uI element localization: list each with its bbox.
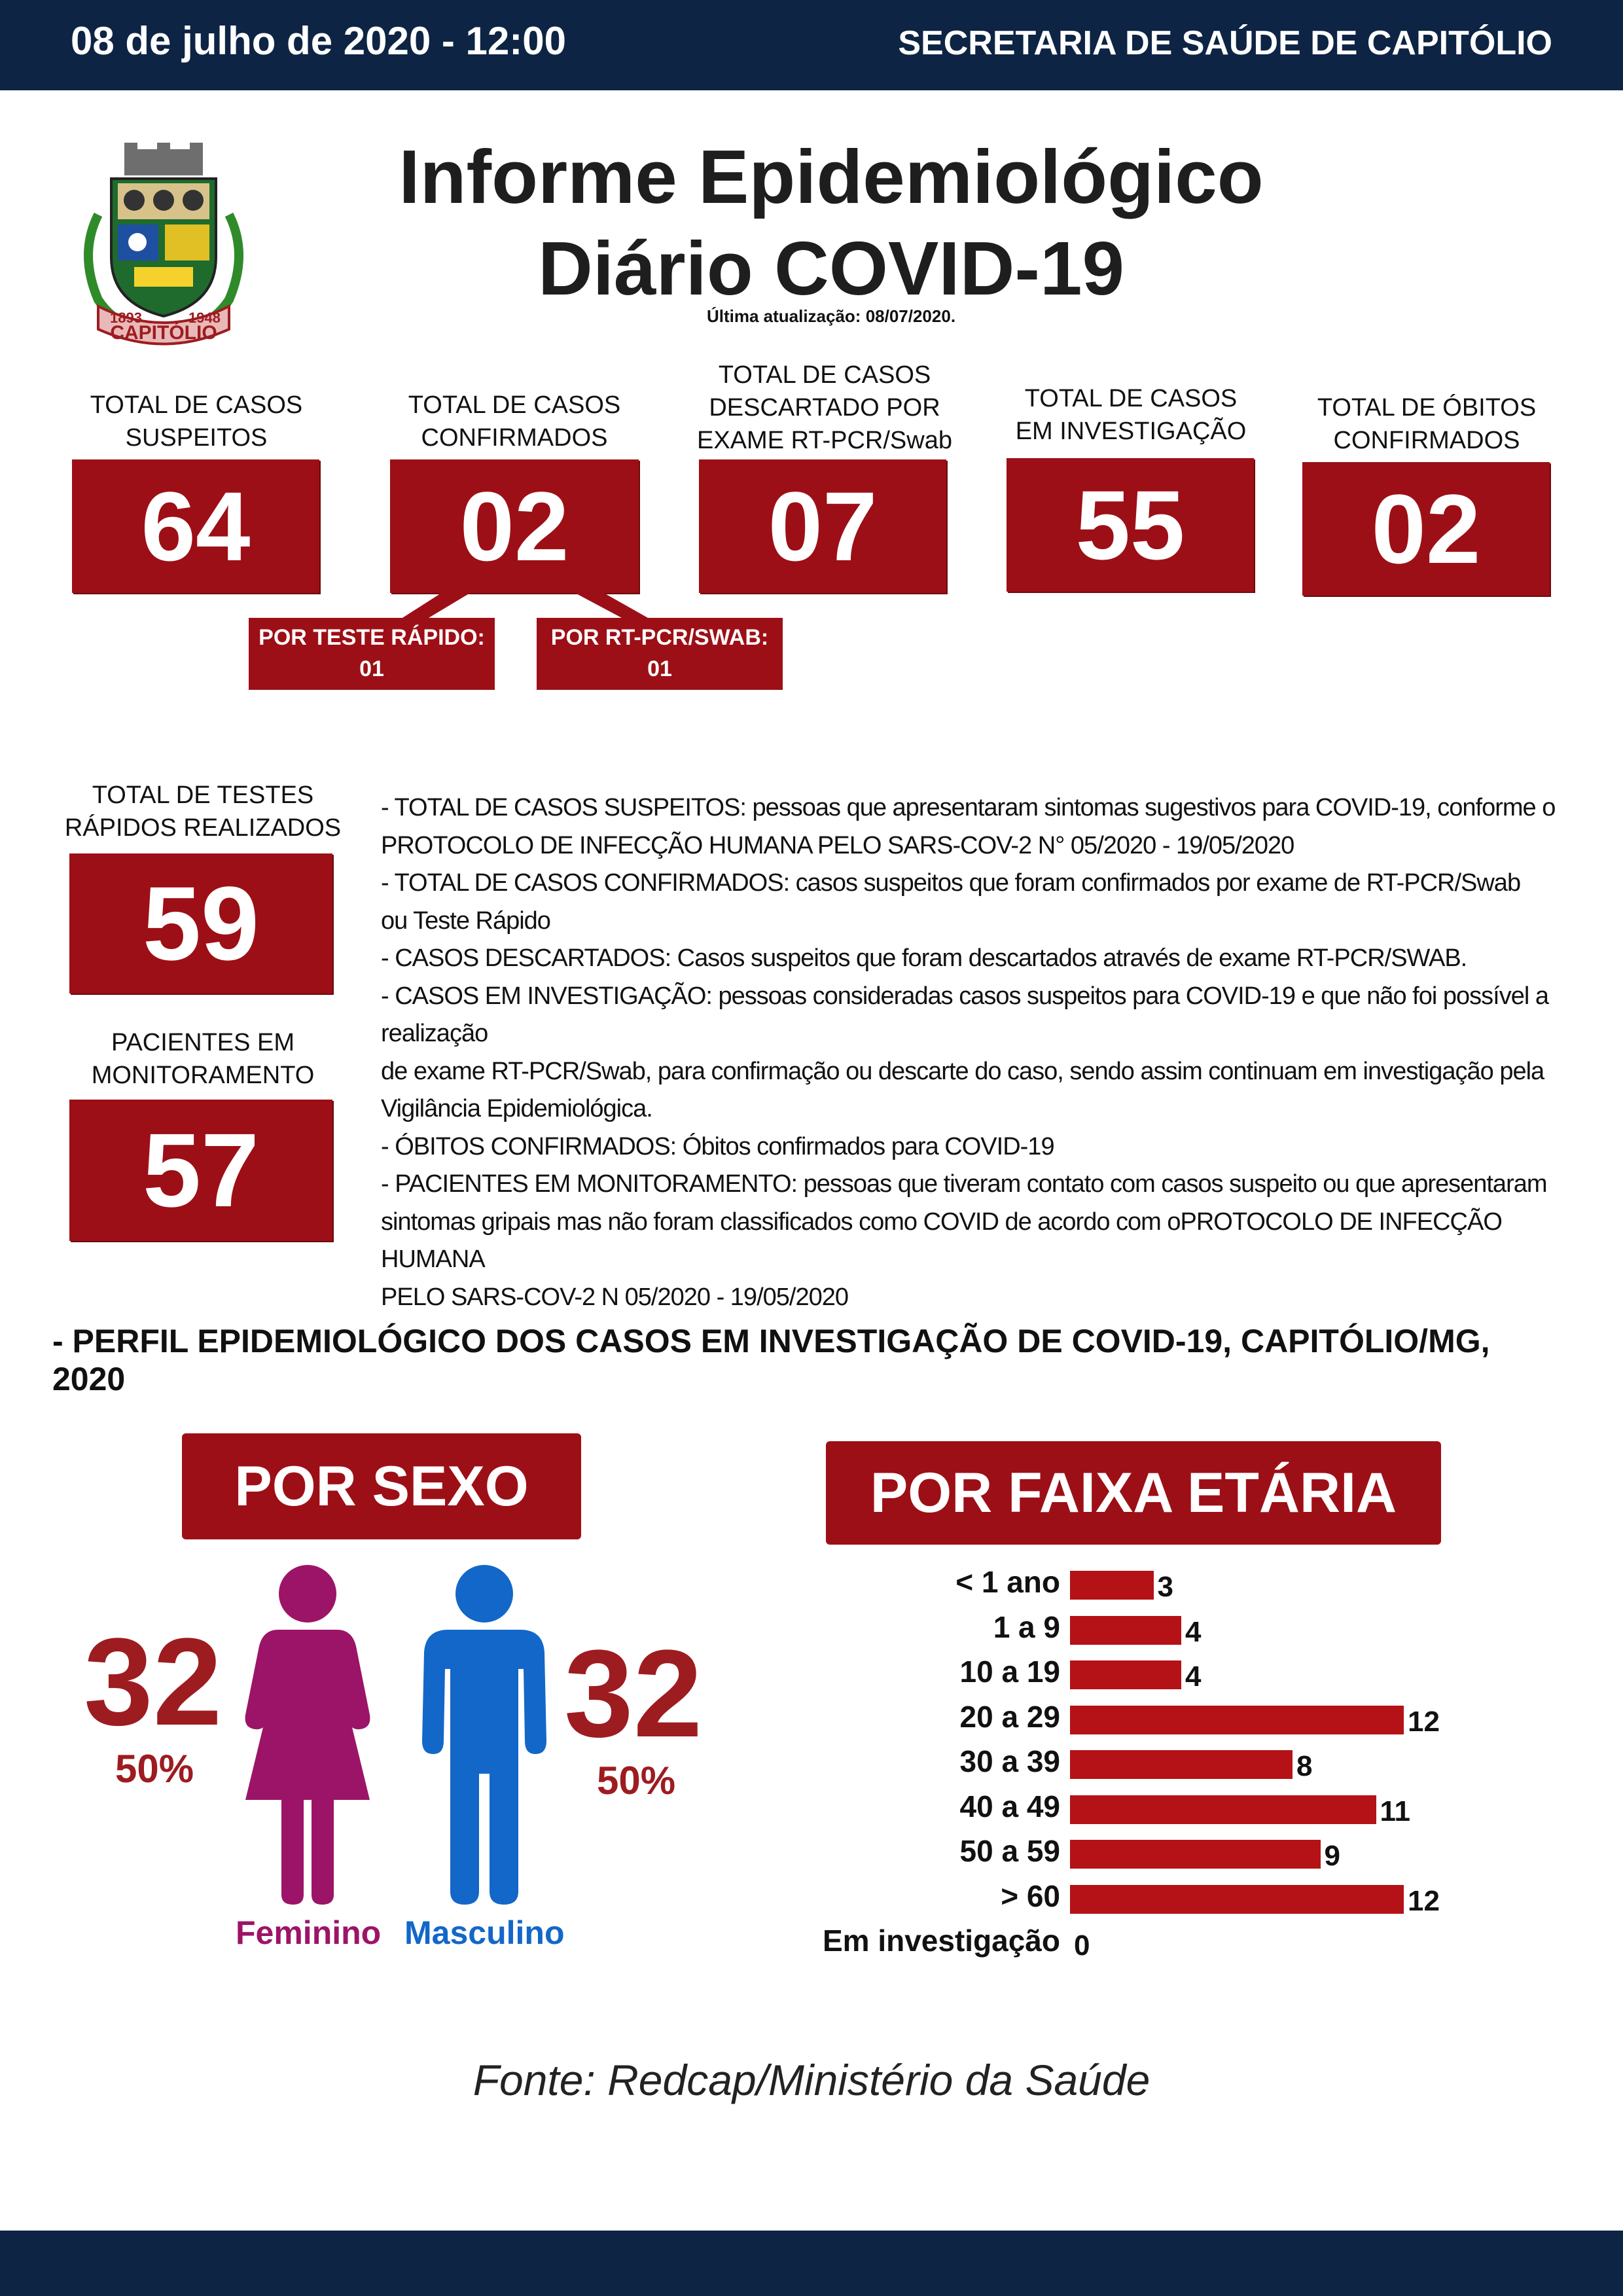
age-category-label: 50 a 59 bbox=[959, 1834, 1060, 1868]
age-category-label: < 1 ano bbox=[955, 1565, 1060, 1599]
definitions-text bbox=[381, 789, 1585, 1316]
rtpcr-value: 01 bbox=[647, 656, 672, 681]
definition-line: - CASOS DESCARTADOS: Casos suspeitos que foram descartados através de exame RT-PCR/SWAB. bbox=[381, 944, 1467, 972]
age-bar bbox=[1070, 1660, 1181, 1689]
stat-label-confirmed: TOTAL DE CASOS CONFIRMADOS bbox=[408, 391, 621, 452]
age-category-label: 30 a 39 bbox=[959, 1744, 1060, 1778]
coat-of-arms-logo bbox=[72, 143, 255, 359]
definition-line: PROTOCOLO DE INFECÇÃO HUMANA PELO SARS-COV-2 N° 05/2020 - 19/05/2020 bbox=[381, 831, 1294, 859]
stat-value-deaths: 02 bbox=[1302, 462, 1550, 596]
organization-name: SECRETARIA DE SAÚDE DE CAPITÓLIO bbox=[898, 24, 1552, 62]
age-bar bbox=[1070, 1706, 1404, 1734]
report-date: 08 de julho de 2020 - 12:00 bbox=[71, 19, 567, 63]
stat-value-investigation: 55 bbox=[1007, 458, 1254, 592]
definition-line: ou Teste Rápido bbox=[381, 906, 550, 935]
age-bar-value: 0 bbox=[1074, 1929, 1090, 1962]
age-bar-chart bbox=[753, 1566, 1564, 1971]
definition-line: - TOTAL DE CASOS CONFIRMADOS: casos suspeitos que foram confirmados por exame de RT-PCR/Swab bbox=[381, 869, 1521, 897]
confirmed-rtpcr-box bbox=[537, 618, 783, 690]
stat-label-discarded: TOTAL DE CASOS DESCARTADO POR EXAME RT-PCR/Swab bbox=[697, 361, 952, 454]
confirmed-rapid-test-box bbox=[249, 618, 495, 690]
stat-label-rapid-tests: TOTAL DE TESTES RÁPIDOS REALIZADOS bbox=[64, 781, 342, 842]
page-title bbox=[327, 131, 1335, 314]
definition-line: - TOTAL DE CASOS SUSPEITOS: pessoas que apresentaram sintomas sugestivos para COVID-19, conforme o bbox=[381, 794, 1556, 821]
definition-line: - PACIENTES EM MONITORAMENTO: pessoas que tiveram contato com casos suspeito ou que apresentaram bbox=[381, 1170, 1547, 1198]
age-bar-value: 11 bbox=[1380, 1795, 1411, 1827]
title-line-1: Informe Epidemiológico bbox=[399, 134, 1264, 219]
age-bar-value: 3 bbox=[1157, 1571, 1173, 1603]
breakdown-connectors bbox=[366, 586, 668, 619]
by-sex-title: POR SEXO bbox=[182, 1433, 581, 1539]
male-count: 32 bbox=[564, 1624, 703, 1763]
coat-of-arms-icon bbox=[72, 143, 255, 359]
bottom-bar bbox=[0, 2231, 1623, 2296]
definition-line: de exame RT-PCR/Swab, para confirmação ou descarte do caso, sendo assim continuam em investigação pela bbox=[381, 1057, 1544, 1085]
female-count: 32 bbox=[84, 1613, 223, 1751]
rapid-test-label: POR TESTE RÁPIDO: bbox=[259, 625, 485, 650]
definition-line: - CASOS EM INVESTIGAÇÃO: pessoas consideradas casos suspeitos para COVID-19 e que não foi possível a realização bbox=[381, 982, 1548, 1047]
definition-line: sintomas gripais mas não foram classificados como COVID de acordo com oPROTOCOLO DE INFECÇÃO HUMANA bbox=[381, 1208, 1502, 1273]
age-bar-value: 9 bbox=[1324, 1840, 1340, 1872]
female-label: Feminino bbox=[236, 1914, 382, 1951]
male-person-icon bbox=[419, 1564, 550, 1905]
logo-year-left: 1893 bbox=[110, 310, 142, 326]
age-bar bbox=[1070, 1616, 1181, 1645]
by-age-title: POR FAIXA ETÁRIA bbox=[826, 1441, 1441, 1545]
age-category-label: 1 a 9 bbox=[993, 1609, 1060, 1644]
definition-line: Vigilância Epidemiológica. bbox=[381, 1095, 652, 1122]
stat-label-investigation: TOTAL DE CASOS EM INVESTIGAÇÃO bbox=[1015, 385, 1247, 445]
age-category-label: > 60 bbox=[1001, 1878, 1060, 1913]
section-title: - PERFIL EPIDEMIOLÓGICO DOS CASOS EM INVESTIGAÇÃO DE COVID-19, CAPITÓLIO/MG, 2020 bbox=[52, 1323, 1490, 1397]
stat-label-suspected: TOTAL DE CASOS SUSPEITOS bbox=[90, 391, 303, 452]
female-person-icon bbox=[242, 1564, 373, 1905]
rapid-test-value: 01 bbox=[359, 656, 384, 681]
age-bar bbox=[1070, 1885, 1404, 1914]
age-bar-value: 12 bbox=[1408, 1884, 1440, 1917]
age-category-label: Em investigação bbox=[822, 1924, 1060, 1958]
stat-value-rapid-tests: 59 bbox=[69, 853, 332, 994]
title-line-2: Diário COVID-19 bbox=[538, 226, 1124, 311]
age-bar-value: 12 bbox=[1408, 1705, 1440, 1738]
age-bar bbox=[1070, 1750, 1293, 1779]
stat-label-monitoring: PACIENTES EM MONITORAMENTO bbox=[91, 1029, 315, 1089]
rtpcr-label: POR RT-PCR/SWAB: bbox=[550, 625, 769, 650]
data-source: Fonte: Redcap/Ministério da Saúde bbox=[473, 2056, 1150, 2104]
definition-line: PELO SARS-COV-2 N 05/2020 - 19/05/2020 bbox=[381, 1283, 848, 1311]
age-category-label: 40 a 49 bbox=[959, 1789, 1060, 1823]
male-label: Masculino bbox=[404, 1914, 565, 1951]
stat-value-discarded: 07 bbox=[699, 459, 946, 593]
top-bar bbox=[0, 0, 1623, 90]
stat-value-monitoring: 57 bbox=[69, 1100, 332, 1241]
stat-value-confirmed: 02 bbox=[390, 459, 639, 593]
female-percent: 50% bbox=[115, 1747, 194, 1791]
logo-year-right: 1948 bbox=[188, 310, 221, 326]
stat-value-suspected: 64 bbox=[72, 459, 319, 593]
logo-town-name: CAPITÓLIO bbox=[110, 322, 217, 344]
age-bar-value: 4 bbox=[1185, 1615, 1202, 1648]
age-category-label: 10 a 19 bbox=[959, 1655, 1060, 1689]
age-bar-value: 8 bbox=[1296, 1750, 1313, 1782]
age-bar bbox=[1070, 1840, 1321, 1869]
stat-label-deaths: TOTAL DE ÓBITOS CONFIRMADOS bbox=[1317, 394, 1537, 454]
age-bar bbox=[1070, 1571, 1154, 1600]
age-category-label: 20 a 29 bbox=[959, 1699, 1060, 1734]
definition-line: - ÓBITOS CONFIRMADOS: Óbitos confirmados para COVID-19 bbox=[381, 1132, 1054, 1160]
last-updated: Última atualização: 08/07/2020. bbox=[706, 306, 956, 326]
age-bar-value: 4 bbox=[1185, 1660, 1202, 1693]
male-percent: 50% bbox=[597, 1759, 676, 1803]
age-bar bbox=[1070, 1795, 1376, 1824]
